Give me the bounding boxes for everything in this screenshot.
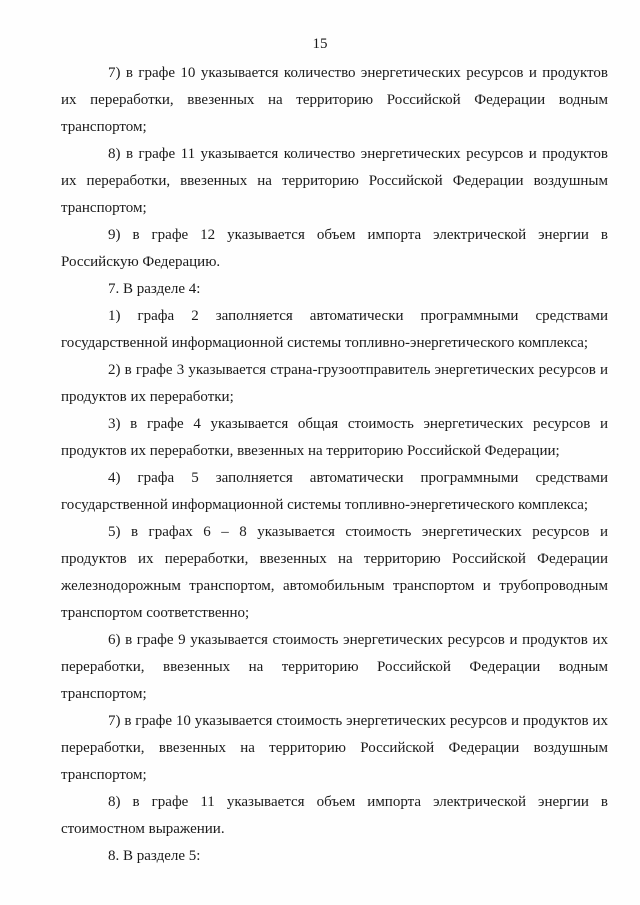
paragraph-section4-item7: 7) в графе 10 указывается стоимость энергетических ресурсов и продуктов их переработки, ввезенных на территорию Российской Федерации воздушным транспортом; xyxy=(61,713,608,783)
paragraph-section4-item6: 6) в графе 9 указывается стоимость энергетических ресурсов и продуктов их переработки, ввезенных на территорию Российской Федерации водным транспортом; xyxy=(61,632,608,702)
paragraph-section4-item5: 5) в графах 6 – 8 указывается стоимость энергетических ресурсов и продуктов их переработки, ввезенных на территорию Российской Федерации железнодорожным транспортом, автомобильным транспортом и трубопроводным транспортом соответственно; xyxy=(61,524,608,621)
paragraph-section4-item3: 3) в графе 4 указывается общая стоимость энергетических ресурсов и продуктов их переработки, ввезенных на территорию Российской Федерации; xyxy=(61,416,608,459)
paragraph-section4-item2: 2) в графе 3 указывается страна-грузоотправитель энергетических ресурсов и продуктов их переработки; xyxy=(61,362,608,405)
paragraph-section4-item4: 4) графа 5 заполняется автоматически программными средствами государственной информационной системы топливно-энергетического комплекса; xyxy=(61,470,608,513)
section-5-heading: 8. В разделе 5: xyxy=(108,848,201,864)
paragraph-section3-item9: 9) в графе 12 указывается объем импорта электрической энергии в Российскую Федерацию. xyxy=(61,227,608,270)
paragraph-section3-item8: 8) в графе 11 указывается количество энергетических ресурсов и продуктов их переработки, ввезенных на территорию Российской Федерации воздушным транспортом; xyxy=(61,146,608,216)
section-4-heading: 7. В разделе 4: xyxy=(108,281,201,297)
paragraph-section3-item7: 7) в графе 10 указывается количество энергетических ресурсов и продуктов их переработки, ввезенных на территорию Российской Федерации водным транспортом; xyxy=(61,65,608,135)
page-number: 15 xyxy=(312,36,328,52)
paragraph-section4-item8: 8) в графе 11 указывается объем импорта электрической энергии в стоимостном выражении. xyxy=(61,794,608,837)
paragraph-section4-item1: 1) графа 2 заполняется автоматически программными средствами государственной информационной системы топливно-энергетического комплекса; xyxy=(61,308,608,351)
document-body xyxy=(61,60,608,870)
